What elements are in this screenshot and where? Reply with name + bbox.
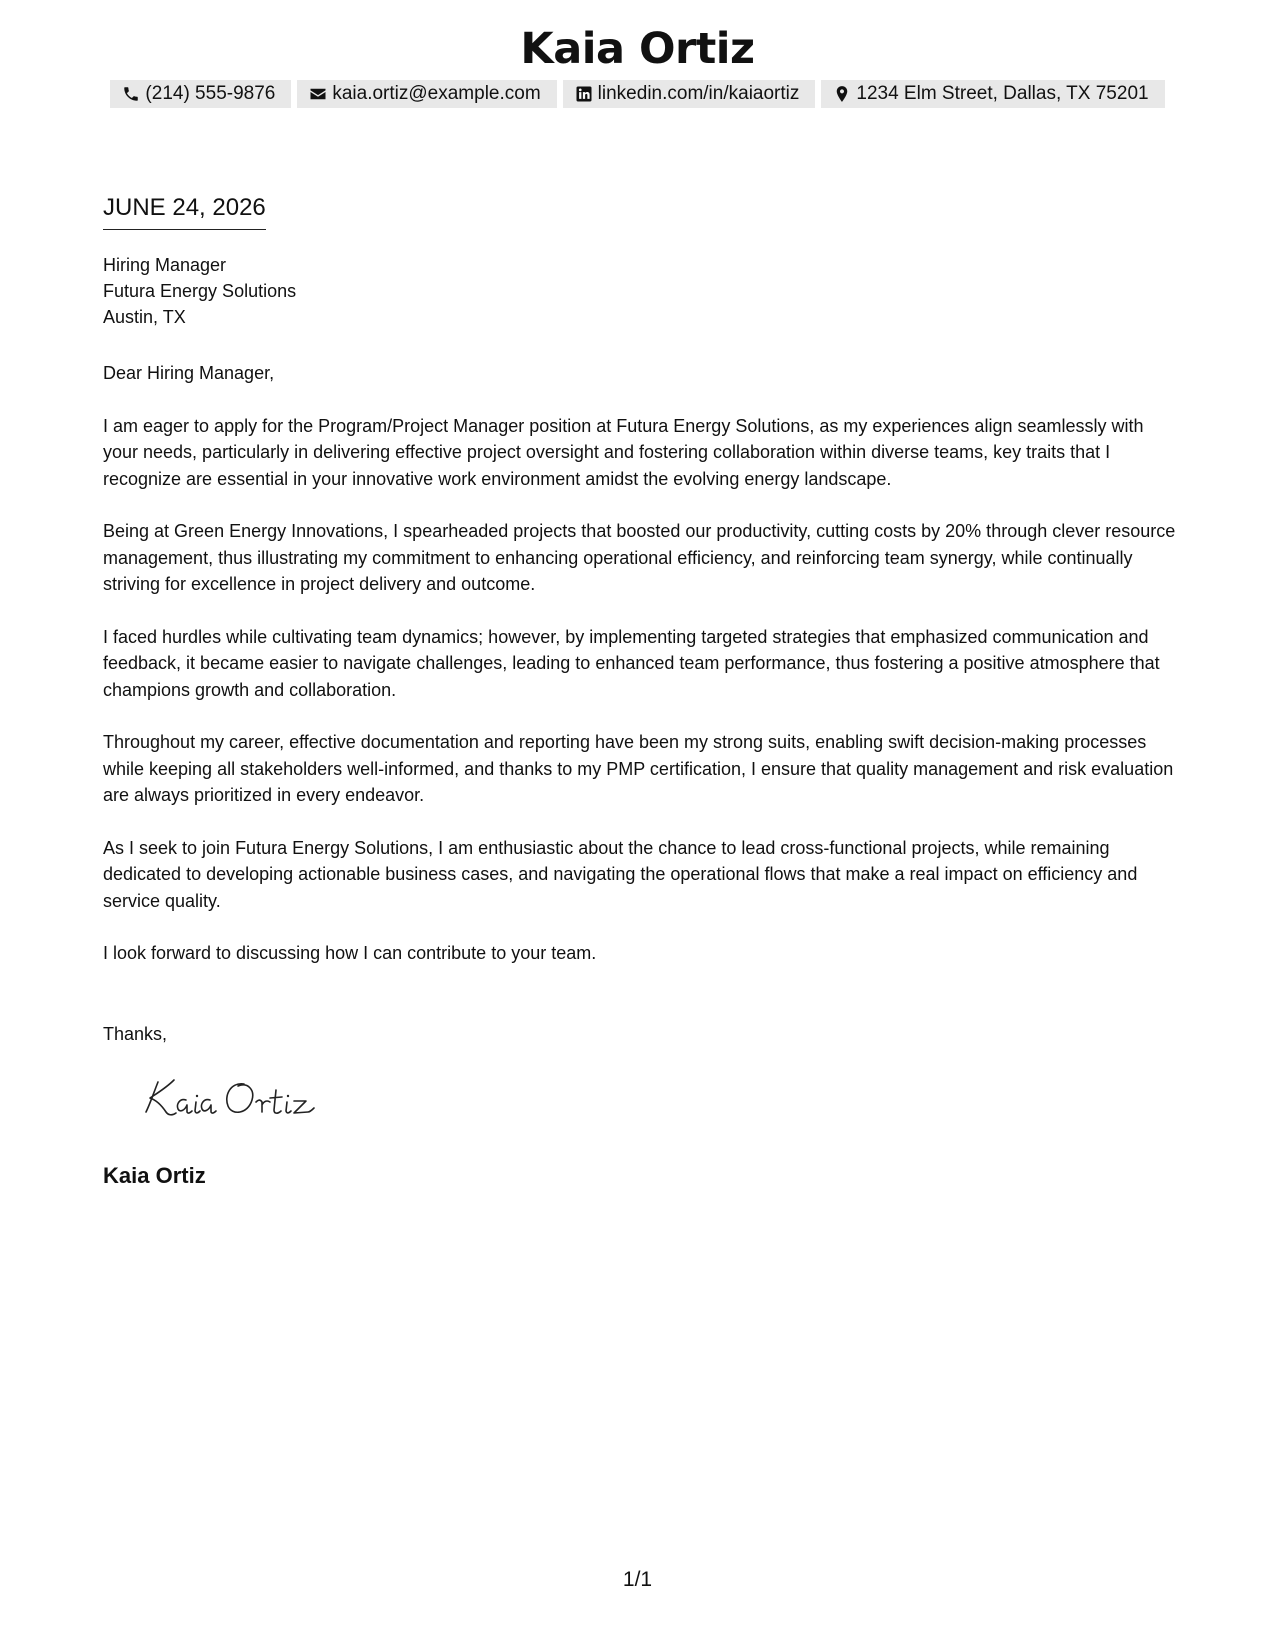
contact-bar xyxy=(0,80,1275,108)
linkedin-text: linkedin.com/in/kaiaortiz xyxy=(597,83,800,104)
letter-date: JUNE 24, 2026 xyxy=(103,193,266,230)
page-number: 1/1 xyxy=(622,1568,653,1591)
body-paragraph: I look forward to discussing how I can contribute to your team. xyxy=(103,943,597,963)
body-paragraph: I am eager to apply for the Program/Project Manager position at Futura Energy Solutions, as my experiences align seamlessly with your needs, particularly in delivering effective project oversight and fostering collaboration within diverse teams, key traits that I recognize are essential in your innovative work environment amidst the evolving energy landscape. xyxy=(103,415,1144,489)
body-paragraph: As I seek to join Futura Energy Solutions, I am enthusiastic about the chance to lead cross-functional projects, while remaining dedicated to developing actionable business cases, and navigating the operational flows that make a real impact on efficiency and service quality. xyxy=(103,837,1138,911)
letter-body xyxy=(103,360,1178,993)
contact-phone[interactable] xyxy=(110,80,291,108)
linkedin-icon xyxy=(575,85,593,103)
closing: Thanks, xyxy=(103,1024,168,1044)
body-paragraph: Being at Green Energy Innovations, I spearheaded projects that boosted our productivity, cutting costs by 20% through clever resource management, thus illustrating my commitment to enhancing operational efficiency, and reinforcing team synergy, while continually striving for excellence in project delivery and outcome. xyxy=(103,521,1176,594)
recipient-location: Austin, TX xyxy=(103,307,186,327)
phone-text: (214) 555-9876 xyxy=(145,83,276,104)
email-text: kaia.ortiz@example.com xyxy=(332,83,541,104)
salutation: Dear Hiring Manager, xyxy=(103,363,275,383)
envelope-icon xyxy=(309,85,327,103)
body-paragraph: I faced hurdles while cultivating team dynamics; however, by implementing targeted strategies that emphasized communication and feedback, it became easier to navigate challenges, leading to enhanced team performance, thus fostering a positive atmosphere that champions growth and collaboration. xyxy=(103,626,1160,700)
contact-address[interactable] xyxy=(821,80,1164,108)
recipient-company: Futura Energy Solutions xyxy=(103,281,297,301)
recipient-title: Hiring Manager xyxy=(103,255,227,275)
body-paragraph: Throughout my career, effective documentation and reporting have been my strong suits, enabling swift decision-making processes while keeping all stakeholders well-informed, and thanks to my PMP certification, I ensure that quality management and risk evaluation are always prioritized in every endeavor. xyxy=(103,732,1174,805)
contact-linkedin[interactable] xyxy=(563,80,816,108)
handwritten-signature xyxy=(140,1072,320,1122)
map-marker-icon xyxy=(833,85,851,103)
signer-name: Kaia Ortiz xyxy=(103,1163,206,1188)
phone-icon xyxy=(122,85,140,103)
signature xyxy=(140,1072,320,1127)
applicant-name: Kaia Ortiz xyxy=(520,24,755,74)
contact-email[interactable] xyxy=(297,80,556,108)
recipient-block xyxy=(103,252,296,330)
address-text: 1234 Elm Street, Dallas, TX 75201 xyxy=(856,83,1149,104)
